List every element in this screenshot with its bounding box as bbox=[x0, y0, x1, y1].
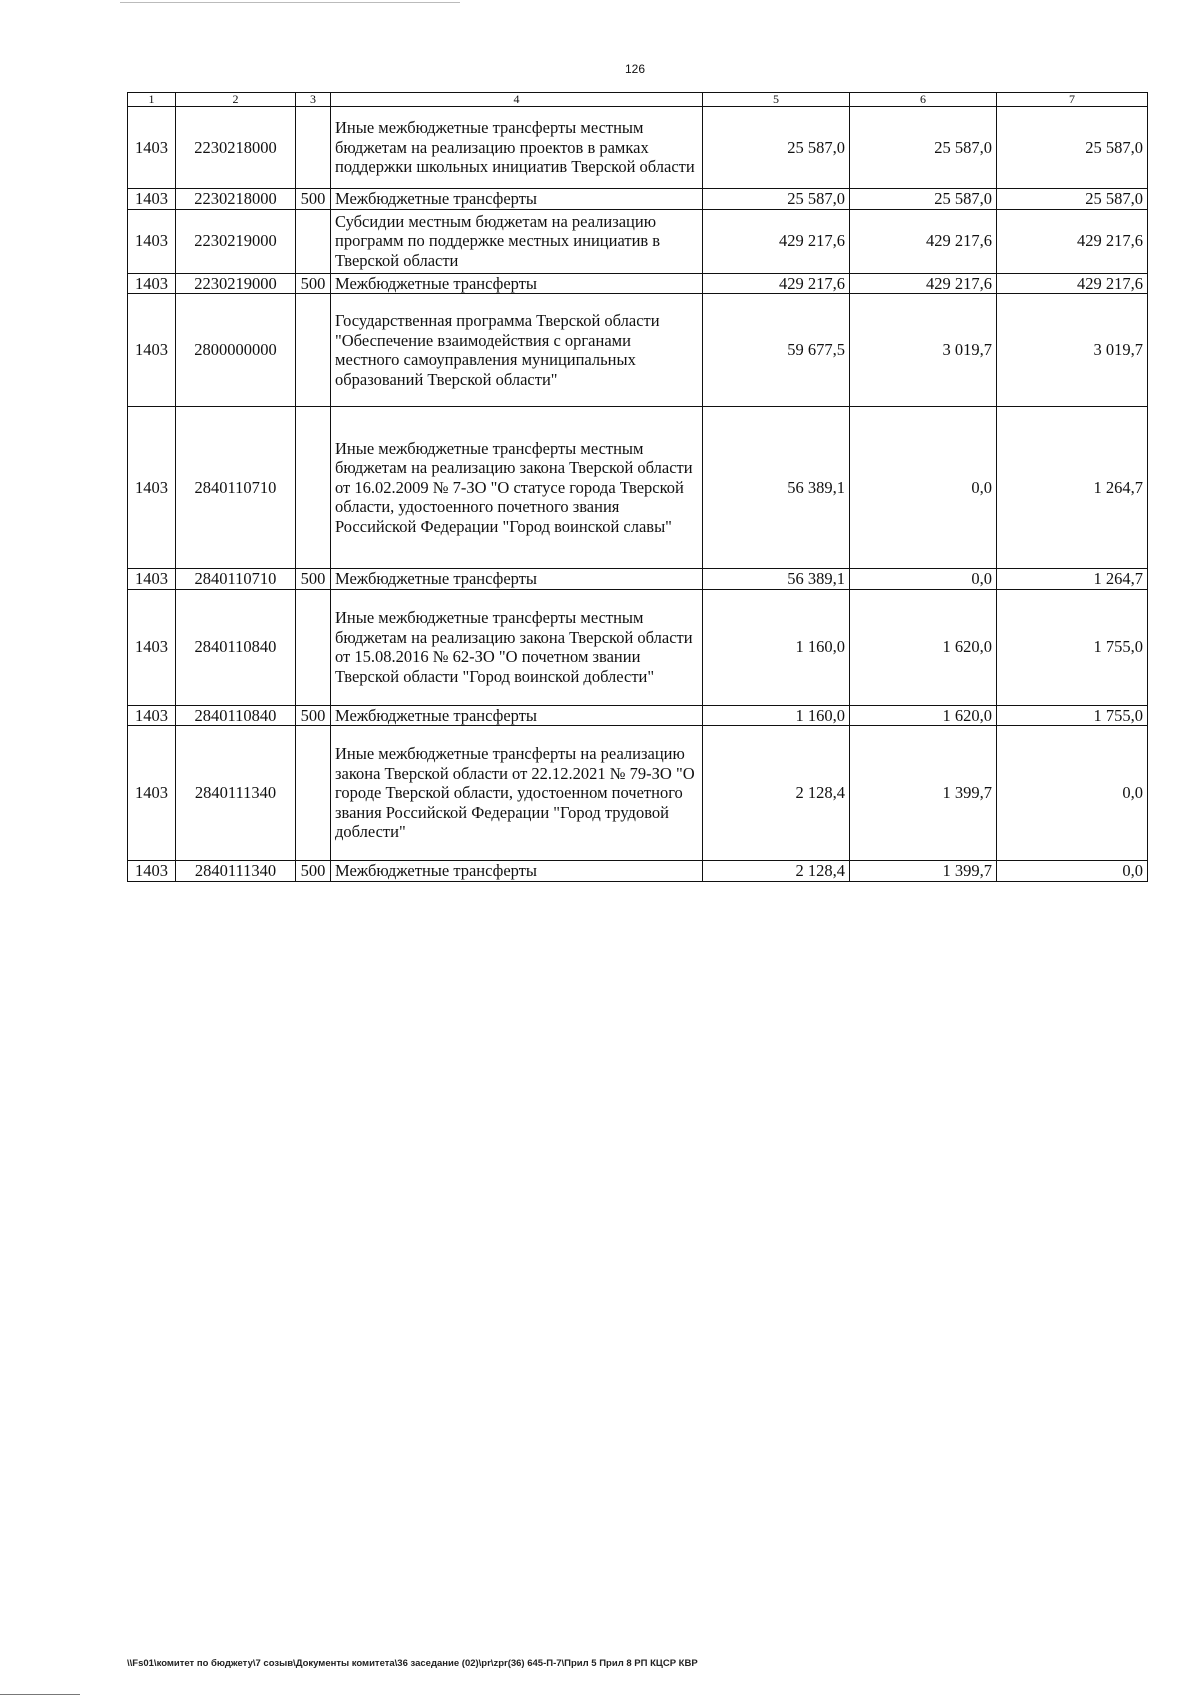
value-col-5: 2 128,4 bbox=[703, 861, 850, 882]
table-row bbox=[128, 209, 1148, 273]
table-row bbox=[128, 705, 1148, 726]
value-col-5: 429 217,6 bbox=[703, 273, 850, 294]
section-code: 1403 bbox=[128, 294, 176, 407]
section-code: 1403 bbox=[128, 407, 176, 569]
value-col-7: 25 587,0 bbox=[997, 107, 1148, 189]
target-article-code: 2840110840 bbox=[176, 589, 296, 705]
value-col-7: 1 755,0 bbox=[997, 705, 1148, 726]
section-code: 1403 bbox=[128, 189, 176, 210]
section-code: 1403 bbox=[128, 726, 176, 861]
value-col-6: 1 399,7 bbox=[850, 861, 997, 882]
expense-type-code bbox=[296, 209, 331, 273]
expense-type-code: 500 bbox=[296, 569, 331, 590]
value-col-6: 1 620,0 bbox=[850, 589, 997, 705]
item-name: Субсидии местным бюджетам на реализацию программ по поддержке местных инициатив в Тверской области bbox=[331, 209, 703, 273]
section-code: 1403 bbox=[128, 209, 176, 273]
table-row bbox=[128, 569, 1148, 590]
file-path-footer: \\Fs01\комитет по бюджету\7 созыв\Документы комитета\36 заседание (02)\pr\zpr(36) 645-П-7\Прил 5 Прил 8 РП КЦСР КВР bbox=[127, 1658, 698, 1669]
expense-type-code: 500 bbox=[296, 189, 331, 210]
page-number: 126 bbox=[624, 62, 646, 76]
value-col-7: 1 755,0 bbox=[997, 589, 1148, 705]
value-col-6: 1 620,0 bbox=[850, 705, 997, 726]
value-col-5: 56 389,1 bbox=[703, 569, 850, 590]
item-name: Иные межбюджетные трансферты местным бюджетам на реализацию закона Тверской области от 16.02.2009 № 7-ЗО "О статусе города Тверской области, удостоенного почетного звания Российской Федерации "Город воинской славы" bbox=[331, 407, 703, 569]
target-article-code: 2840110840 bbox=[176, 705, 296, 726]
value-col-7: 429 217,6 bbox=[997, 209, 1148, 273]
expense-type-code: 500 bbox=[296, 273, 331, 294]
target-article-code: 2230219000 bbox=[176, 273, 296, 294]
expense-type-code: 500 bbox=[296, 705, 331, 726]
section-code: 1403 bbox=[128, 861, 176, 882]
target-article-code: 2230218000 bbox=[176, 189, 296, 210]
value-col-6: 429 217,6 bbox=[850, 209, 997, 273]
scan-artifact-line bbox=[120, 2, 460, 3]
value-col-7: 1 264,7 bbox=[997, 407, 1148, 569]
expense-type-code bbox=[296, 107, 331, 189]
table-row bbox=[128, 107, 1148, 189]
target-article-code: 2230219000 bbox=[176, 209, 296, 273]
column-header: 7 bbox=[997, 93, 1148, 107]
target-article-code: 2840110710 bbox=[176, 569, 296, 590]
value-col-5: 59 677,5 bbox=[703, 294, 850, 407]
target-article-code: 2840111340 bbox=[176, 726, 296, 861]
column-header: 5 bbox=[703, 93, 850, 107]
item-name: Иные межбюджетные трансферты местным бюджетам на реализацию закона Тверской области от 15.08.2016 № 62-ЗО "О почетном звании Тверской области "Город воинской доблести" bbox=[331, 589, 703, 705]
item-name: Межбюджетные трансферты bbox=[331, 705, 703, 726]
section-code: 1403 bbox=[128, 107, 176, 189]
value-col-6: 429 217,6 bbox=[850, 273, 997, 294]
column-header: 4 bbox=[331, 93, 703, 107]
table-row bbox=[128, 861, 1148, 882]
value-col-5: 56 389,1 bbox=[703, 407, 850, 569]
budget-table bbox=[127, 92, 1148, 882]
value-col-6: 25 587,0 bbox=[850, 107, 997, 189]
column-header: 2 bbox=[176, 93, 296, 107]
value-col-6: 3 019,7 bbox=[850, 294, 997, 407]
item-name: Межбюджетные трансферты bbox=[331, 273, 703, 294]
section-code: 1403 bbox=[128, 569, 176, 590]
value-col-7: 3 019,7 bbox=[997, 294, 1148, 407]
table-row bbox=[128, 294, 1148, 407]
table-row bbox=[128, 407, 1148, 569]
table-row bbox=[128, 189, 1148, 210]
value-col-6: 0,0 bbox=[850, 407, 997, 569]
column-header: 1 bbox=[128, 93, 176, 107]
target-article-code: 2840111340 bbox=[176, 861, 296, 882]
value-col-5: 1 160,0 bbox=[703, 705, 850, 726]
value-col-6: 25 587,0 bbox=[850, 189, 997, 210]
value-col-7: 25 587,0 bbox=[997, 189, 1148, 210]
value-col-7: 0,0 bbox=[997, 861, 1148, 882]
value-col-5: 1 160,0 bbox=[703, 589, 850, 705]
value-col-7: 0,0 bbox=[997, 726, 1148, 861]
table-row bbox=[128, 273, 1148, 294]
item-name: Межбюджетные трансферты bbox=[331, 189, 703, 210]
item-name: Иные межбюджетные трансферты местным бюджетам на реализацию проектов в рамках поддержки школьных инициатив Тверской области bbox=[331, 107, 703, 189]
value-col-6: 0,0 bbox=[850, 569, 997, 590]
expense-type-code: 500 bbox=[296, 861, 331, 882]
value-col-7: 1 264,7 bbox=[997, 569, 1148, 590]
value-col-6: 1 399,7 bbox=[850, 726, 997, 861]
scan-artifact-line bbox=[0, 1694, 80, 1695]
target-article-code: 2230218000 bbox=[176, 107, 296, 189]
target-article-code: 2840110710 bbox=[176, 407, 296, 569]
value-col-7: 429 217,6 bbox=[997, 273, 1148, 294]
column-header: 6 bbox=[850, 93, 997, 107]
table-row bbox=[128, 589, 1148, 705]
item-name: Межбюджетные трансферты bbox=[331, 861, 703, 882]
value-col-5: 25 587,0 bbox=[703, 189, 850, 210]
column-header: 3 bbox=[296, 93, 331, 107]
table-header-row bbox=[128, 93, 1148, 107]
expense-type-code bbox=[296, 294, 331, 407]
expense-type-code bbox=[296, 726, 331, 861]
expense-type-code bbox=[296, 407, 331, 569]
expense-type-code bbox=[296, 589, 331, 705]
section-code: 1403 bbox=[128, 589, 176, 705]
item-name: Межбюджетные трансферты bbox=[331, 569, 703, 590]
value-col-5: 2 128,4 bbox=[703, 726, 850, 861]
table-row bbox=[128, 726, 1148, 861]
item-name: Государственная программа Тверской области "Обеспечение взаимодействия с органами местного самоуправления муниципальных образований Тверской области" bbox=[331, 294, 703, 407]
section-code: 1403 bbox=[128, 705, 176, 726]
target-article-code: 2800000000 bbox=[176, 294, 296, 407]
section-code: 1403 bbox=[128, 273, 176, 294]
value-col-5: 429 217,6 bbox=[703, 209, 850, 273]
item-name: Иные межбюджетные трансферты на реализацию закона Тверской области от 22.12.2021 № 79-ЗО "О городе Тверской области, удостоенном почетного звания Российской Федерации "Город трудовой доблести" bbox=[331, 726, 703, 861]
value-col-5: 25 587,0 bbox=[703, 107, 850, 189]
